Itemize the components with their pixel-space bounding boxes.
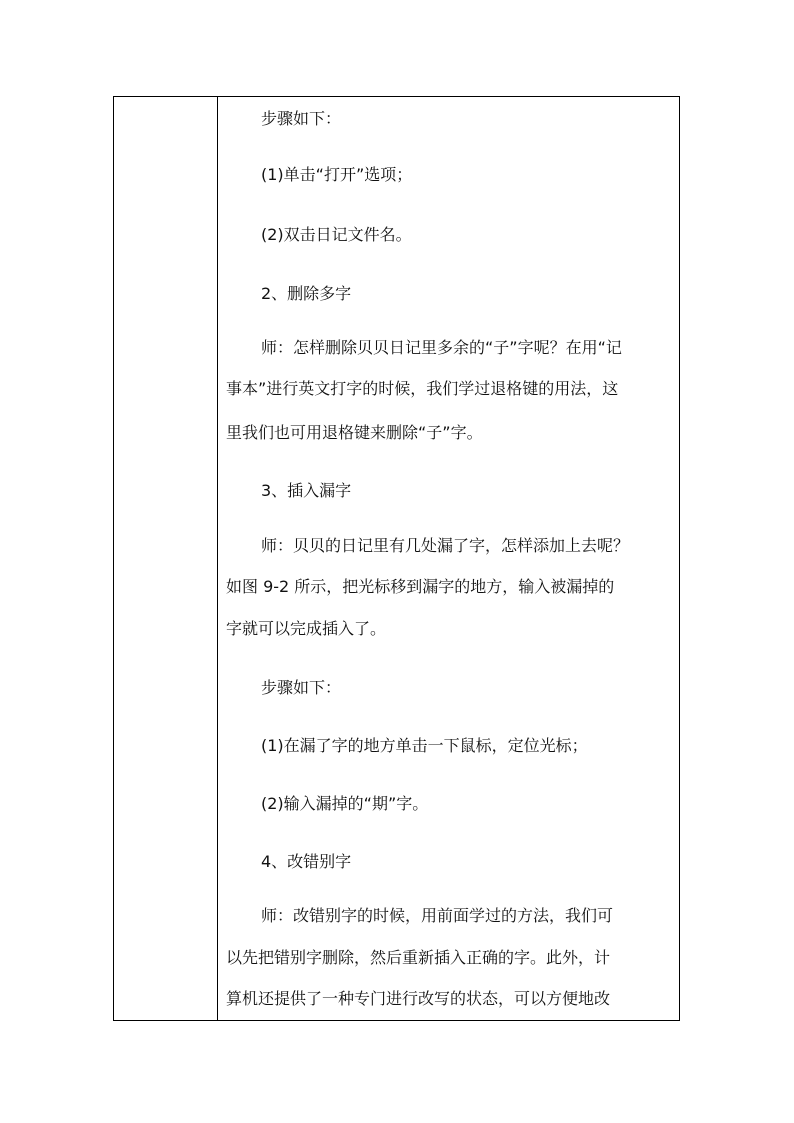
steps-heading: 步骤如下： xyxy=(261,109,342,128)
teacher-delete-paragraph-line-1: 师：怎样删除贝贝日记里多余的“子”字呢？在用“记 xyxy=(261,338,622,357)
table-left-cell xyxy=(114,97,217,1020)
lesson-table xyxy=(113,96,680,1021)
teacher-correct-paragraph-line-3: 算机还提供了一种专门进行改写的状态，可以方便地改 xyxy=(226,989,611,1008)
section-correct-wrong-char: 4、改错别字 xyxy=(261,852,352,871)
step-double-click-file: (2)双击日记文件名。 xyxy=(261,225,412,244)
teacher-delete-paragraph-line-3: 里我们也可用退格键来删除“子”字。 xyxy=(226,423,483,442)
steps-heading-2: 步骤如下： xyxy=(261,678,342,697)
step-open-option: (1)单击“打开”选项； xyxy=(261,165,413,184)
table-right-cell xyxy=(218,97,679,1020)
section-delete-extra-char: 2、删除多字 xyxy=(261,284,352,303)
teacher-insert-paragraph-line-2: 如图 9-2 所示，把光标移到漏字的地方，输入被漏掉的 xyxy=(226,577,615,596)
teacher-insert-paragraph-line-1: 师：贝贝的日记里有几处漏了字，怎样添加上去呢？ xyxy=(261,536,630,555)
teacher-insert-paragraph-line-3: 字就可以完成插入了。 xyxy=(226,619,387,638)
teacher-delete-paragraph-line-2: 事本”进行英文打字的时候，我们学过退格键的用法，这 xyxy=(226,379,619,398)
teacher-correct-paragraph-line-1: 师：改错别字的时候，用前面学过的方法，我们可 xyxy=(261,906,614,925)
step-enter-missing-char: (2)输入漏掉的“期”字。 xyxy=(261,794,429,813)
teacher-correct-paragraph-line-2: 以先把错别字删除，然后重新插入正确的字。此外，计 xyxy=(226,948,611,967)
section-insert-missing-char: 3、插入漏字 xyxy=(261,481,352,500)
step-click-position-cursor: (1)在漏了字的地方单击一下鼠标，定位光标； xyxy=(261,736,588,755)
